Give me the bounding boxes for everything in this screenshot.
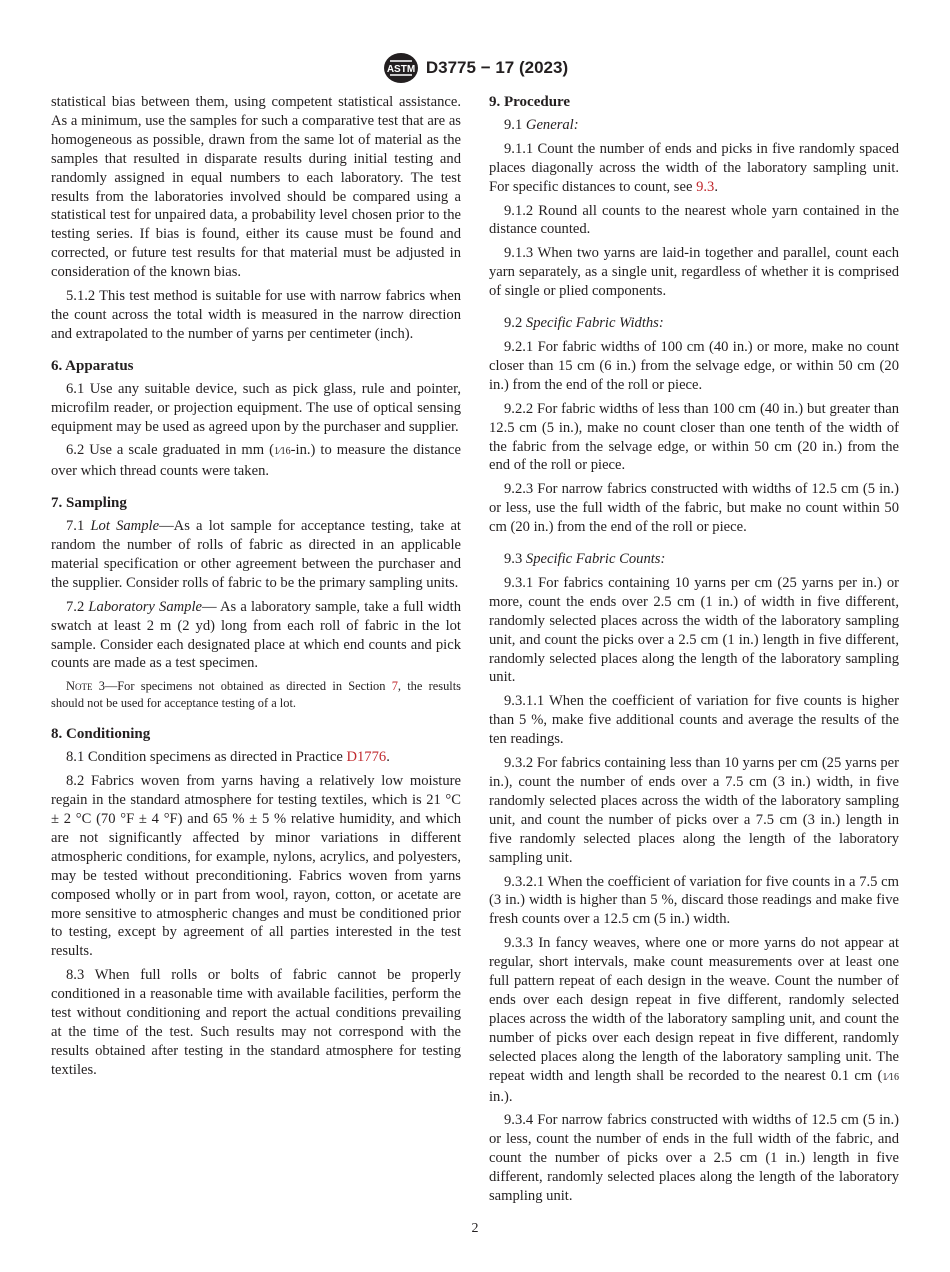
paragraph-9-1-2: 9.1.2 Round all counts to the nearest whole yarn contained in the distance counted. xyxy=(489,202,899,238)
paragraph-6-2: 6.2 Use a scale graduated in mm (1⁄16-in.) to measure the distance over which thread counts were taken. xyxy=(51,442,461,480)
svg-text:ASTM: ASTM xyxy=(386,64,416,75)
page-number: 2 xyxy=(471,1221,479,1236)
paragraph-9-2-2: 9.2.2 For fabric widths of less than 100 cm (40 in.) but greater than 12.5 cm (5 in.), make no count closer than one tenth of the width of the fabric from the selvage edge, or within 50 cm (20 in.) from the end of the roll or piece. xyxy=(489,400,899,474)
paragraph-8-2: 8.2 Fabrics woven from yarns having a relatively low moisture regain in the standard atmosphere for testing textiles, which is 21 °C ± 2 °C (70 °F ± 4 °F) and 65 % ± 5 % relative humidity, and which are not significantly affected by minor variations in different atmospheric conditions, for example, nylons, acrylics, and polyesters, may be tested without preconditioning. Fabrics woven from yarns composed wholly or in part from wool, rayon, cotton, or acetate are more sensitive to atmospheric changes and must be conditioned prior to testing, except by agreement of all parties interested in the test results. xyxy=(51,773,461,960)
right-column xyxy=(489,93,899,1211)
paragraph-9-1: 9.1 General: xyxy=(504,116,579,133)
paragraph-7-2: 7.2 Laboratory Sample— As a laboratory sample, take a full width swatch at least 2 m (2 yd) long from each roll of fabric in the lot sample. Consider each designated place at which end counts and pick counts are made as a test specimen. xyxy=(51,598,461,672)
paragraph-9-3-3: 9.3.3 In fancy weaves, where one or more yarns do not appear at regular, short intervals, make count measurements over at least one full pattern repeat of each design in the weave. Count the number of ends over each design repeat in five different, randomly selected places across the width of the laboratory sampling unit, and count the number of picks over each design repeat in five different, randomly selected places along the length of the laboratory sampling unit. The repeat width and length shall be recorded to the nearest 0.1 cm (1⁄16 in.). xyxy=(489,935,899,1105)
paragraph-9-3-2-1: 9.3.2.1 When the coefficient of variation for five counts in a 7.5 cm (3 in.) width is higher than 5 %, discard those readings and make five fresh counts over a 12.5 cm (5 in.) width. xyxy=(489,873,899,928)
section-heading-9: 9. Procedure xyxy=(489,94,571,110)
note-3: Note 3—For specimens not obtained as directed in Section 7, the results should not be used for acceptance testing of a lot. xyxy=(51,679,461,711)
section-7-link[interactable]: 7 xyxy=(391,679,398,694)
paragraph-6-1: 6.1 Use any suitable device, such as pick glass, rule and pointer, microfilm reader, or projection equipment. The use of optical sensing equipment may be used as agreed upon by the purchaser and supplier. xyxy=(51,380,461,435)
paragraph-9-2-3: 9.2.3 For narrow fabrics constructed with widths of 12.5 cm (5 in.) or less, use the full width of the fabric, but make no count within 50 cm (20 in.) from the end of the roll or piece. xyxy=(489,481,899,536)
paragraph-9-2-1: 9.2.1 For fabric widths of 100 cm (40 in.) or more, make no count closer than 15 cm (6 in.) from the selvage edge, or within 50 cm (20 in.) from the end of the roll or piece. xyxy=(489,338,899,393)
paragraph-9-3-2: 9.3.2 For fabrics containing less than 10 yarns per cm (25 yarns per in.), count the number of ends over a 7.5 cm (3 in.) width, in five randomly selected places across the width of the laboratory sampling unit, and count the number of picks over a 7.5 cm (3 in.) length in five randomly selected places along the length of the laboratory sampling unit. xyxy=(489,755,899,866)
paragraph-9-2: 9.2 Specific Fabric Widths: xyxy=(504,315,664,332)
paragraph-9-3-1: 9.3.1 For fabrics containing 10 yarns per cm (25 yarns per in.) or more, count the ends over 2.5 cm (1 in.) of width in five different, randomly selected places across the width of the laboratory sampling unit, and count the picks over a 2.5 cm (1 in.) length in five different, randomly selected places along the length of the laboratory sampling unit. xyxy=(489,574,899,686)
paragraph-9-3: 9.3 Specific Fabric Counts: xyxy=(504,551,666,568)
page-header xyxy=(0,50,950,86)
astm-logo-icon xyxy=(382,51,420,85)
standard-designation: D3775 − 17 (2023) xyxy=(425,58,569,77)
paragraph-8-3: 8.3 When full rolls or bolts of fabric cannot be properly conditioned in a reasonable time with available facilities, perform the test without conditioning and report the actual conditions prevailing at the time of the test. Such results may not correspond with the results obtained after testing in the standard atmosphere for testing textiles. xyxy=(51,967,461,1078)
left-column xyxy=(51,93,461,1085)
paragraph-9-3-4: 9.3.4 For narrow fabrics constructed with widths of 12.5 cm (5 in.) or less, count the number of ends in the full width of the fabric, and count the number of picks over a 2.5 cm (1 in.) length in five different, randomly selected places along the length of the laboratory sampling unit. xyxy=(489,1112,899,1205)
paragraph-7-1: 7.1 Lot Sample—As a lot sample for acceptance testing, take at random the number of rolls of fabric as directed in an applicable material specification or other agreement between the purchaser and the supplier. Consider rolls of fabric to be the primary sampling units. xyxy=(51,518,461,591)
d1776-link[interactable]: D1776 xyxy=(346,749,387,766)
section-heading-7: 7. Sampling xyxy=(51,495,127,512)
paragraph-cont: statistical bias between them, using competent statistical assistance. As a minimum, use the samples for such a comparative test that are as homogeneous as possible, drawn from the same lot of material as the samples that resulted in disparate results during initial testing and randomly assigned in equal numbers to each laboratory. The test results from the laboratories involved should be compared using a statistical test for unpaired data, a probability level chosen prior to the testing series. If bias is found, either its cause must be found and corrected, or future test results for that material must be adjusted in consideration of the known bias. xyxy=(51,94,461,281)
section-heading-6: 6. Apparatus xyxy=(51,357,134,374)
paragraph-9-1-3: 9.1.3 When two yarns are laid-in together and parallel, count each yarn separately, as a single unit, regardless of whether it is comprised of single or plied components. xyxy=(489,245,899,300)
paragraph-9-3-1-1: 9.3.1.1 When the coefficient of variation for five counts is higher than 5 %, make five additional counts and average the results of the ten readings. xyxy=(489,693,899,748)
paragraph-9-1-1: 9.1.1 Count the number of ends and picks in five randomly spaced places diagonally across the width of the laboratory sampling unit. For specific distances to count, see 9.3. xyxy=(489,140,899,195)
section-9-3-link[interactable]: 9.3 xyxy=(696,178,715,195)
paragraph-8-1: 8.1 Condition specimens as directed in Practice D1776. xyxy=(66,749,390,766)
section-heading-8: 8. Conditioning xyxy=(51,726,151,743)
paragraph-5-1-2: 5.1.2 This test method is suitable for use with narrow fabrics when the count across the total width is measured in the narrow direction and extrapolated to the number of yarns per centimeter (inch). xyxy=(51,288,461,342)
